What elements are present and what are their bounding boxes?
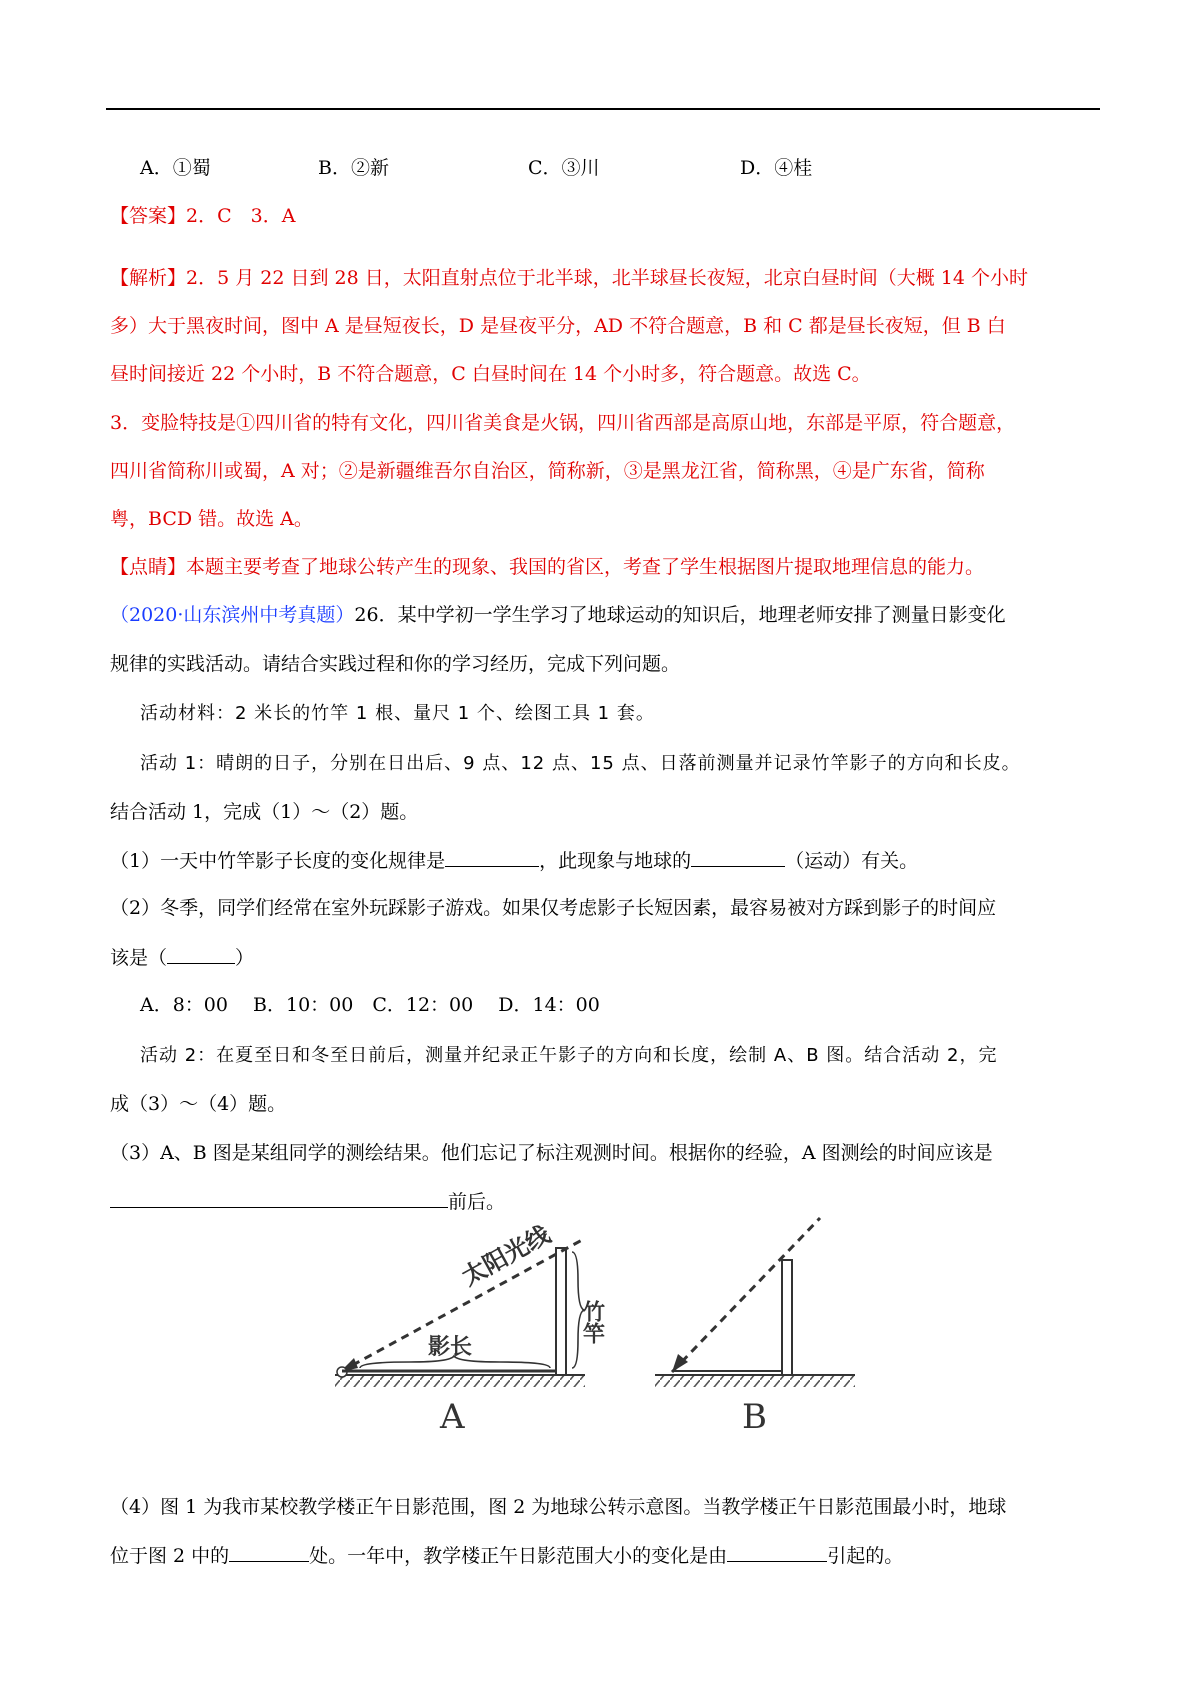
analysis-line-5: 四川省简称川或蜀，A 对；②是新疆维吾尔自治区，简称新，③是黑龙江省，简称黑，④是广东省，简称	[110, 460, 985, 482]
question-1	[110, 846, 918, 875]
answer-blank[interactable]	[691, 846, 785, 867]
question-4-text-b: 处。一年中，教学楼正午日影范围大小的变化是由	[309, 1545, 728, 1567]
question-2-text-b: ）	[235, 947, 255, 969]
ground-b	[655, 1375, 855, 1387]
bamboo-pole-b	[782, 1260, 792, 1375]
question-4-text-a: 位于图 2 中的	[110, 1545, 230, 1567]
answer-line: 【答案】2．C 3．A	[110, 205, 296, 227]
ground-a	[335, 1375, 585, 1387]
question-intro-line-2: 规律的实践活动。请结合实践过程和你的学习经历，完成下列问题。	[110, 653, 681, 675]
figure-a-label: A	[440, 1397, 465, 1437]
shadow-label: 影长	[428, 1335, 473, 1360]
answer-blank[interactable]	[445, 846, 539, 867]
question-2-line-2	[110, 943, 254, 972]
figure-b-label: B	[742, 1397, 767, 1437]
option-c: C．③川	[528, 157, 600, 179]
activity-materials: 活动材料：2 米长的竹竿 1 根、量尺 1 个、绘图工具 1 套。	[140, 703, 655, 724]
question-2-line-1: （2）冬季，同学们经常在室外玩踩影子游戏。如果仅考虑影子长短因素，最容易被对方踩到影子的时间应	[110, 897, 997, 919]
analysis-line-4: 3．变脸特技是①四川省的特有文化，四川省美食是火锅，四川省西部是高原山地，东部是平原，符合题意，	[110, 412, 1016, 434]
question-4-text-c: 引起的。	[827, 1545, 904, 1567]
question-2-options: A．8：00 B．10：00 C．12：00 D．14：00	[140, 994, 600, 1016]
activity-2-line-2: 成（3）～（4）题。	[110, 1093, 287, 1115]
bamboo-pole-a	[556, 1248, 566, 1375]
pole-label: 竹竿	[579, 1300, 605, 1344]
analysis-line-6: 粤，BCD 错。故选 A。	[110, 508, 313, 530]
question-2-text-a: 该是（	[110, 947, 168, 969]
option-a: A．①蜀	[140, 157, 211, 179]
sunlight-label: 太阳光线	[457, 1220, 555, 1292]
analysis-line-2: 多）大于黑夜时间，图中 A 是昼短夜长，D 是昼夜平分，AD 不符合题意，B 和 C 都是昼长夜短，但 B 白	[110, 315, 1006, 337]
question-intro-1: 26．某中学初一学生学习了地球运动的知识后，地理老师安排了测量日影变化	[354, 604, 1006, 626]
question-3-line-1: （3）A、B 图是某组同学的测绘结果。他们忘记了标注观测时间。根据你的经验，A 图测绘的时间应该是	[110, 1142, 993, 1164]
question-1-text-a: （1）一天中竹竿影子长度的变化规律是	[110, 850, 446, 872]
answer-blank[interactable]	[167, 943, 235, 964]
analysis-line-3: 昼时间接近 22 个小时，B 不符合题意，C 白昼时间在 14 个小时多，符合题意。故选 C。	[110, 363, 871, 385]
analysis-line-1: 【解析】2．5 月 22 日到 28 日，太阳直射点位于北半球，北半球昼长夜短，北京白昼时间（大概 14 个小时	[110, 267, 1028, 289]
option-b: B．②新	[318, 157, 389, 179]
activity-1-line-1: 活动 1：晴朗的日子，分别在日出后、9 点、12 点、15 点、日落前测量并记录竹竿影子的方向和长皮。	[140, 753, 1021, 774]
question-source: （2020·山东滨州中考真题）	[110, 604, 355, 626]
sun-ray-b	[672, 1218, 820, 1372]
question-intro-line-1	[110, 601, 1006, 629]
question-4-line-1: （4）图 1 为我市某校教学楼正午日影范围，图 2 为地球公转示意图。当教学楼正午日影范围最小时，地球	[110, 1496, 1007, 1518]
shadow-figure	[320, 1200, 880, 1440]
question-1-text-b: ，此现象与地球的	[539, 850, 692, 872]
header-rule	[106, 108, 1100, 110]
answer-blank[interactable]	[229, 1541, 309, 1562]
activity-1-line-2: 结合活动 1，完成（1）～（2）题。	[110, 801, 419, 823]
activity-2-line-1: 活动 2：在夏至日和冬至日前后，测量并纪录正午影子的方向和长度，绘制 A、B 图。结合活动 2，完	[140, 1045, 998, 1066]
figure-b	[655, 1218, 855, 1437]
answer-blank[interactable]	[727, 1541, 827, 1562]
option-d: D．④桂	[740, 157, 813, 179]
question-4-line-2	[110, 1541, 903, 1570]
question-1-text-c: （运动）有关。	[785, 850, 919, 872]
question-3-text: 前后。	[448, 1191, 506, 1213]
figure-a	[335, 1220, 605, 1437]
comment-line: 【点睛】本题主要考查了地球公转产生的现象、我国的省区，考查了学生根据图片提取地理信息的能力。	[110, 556, 985, 578]
